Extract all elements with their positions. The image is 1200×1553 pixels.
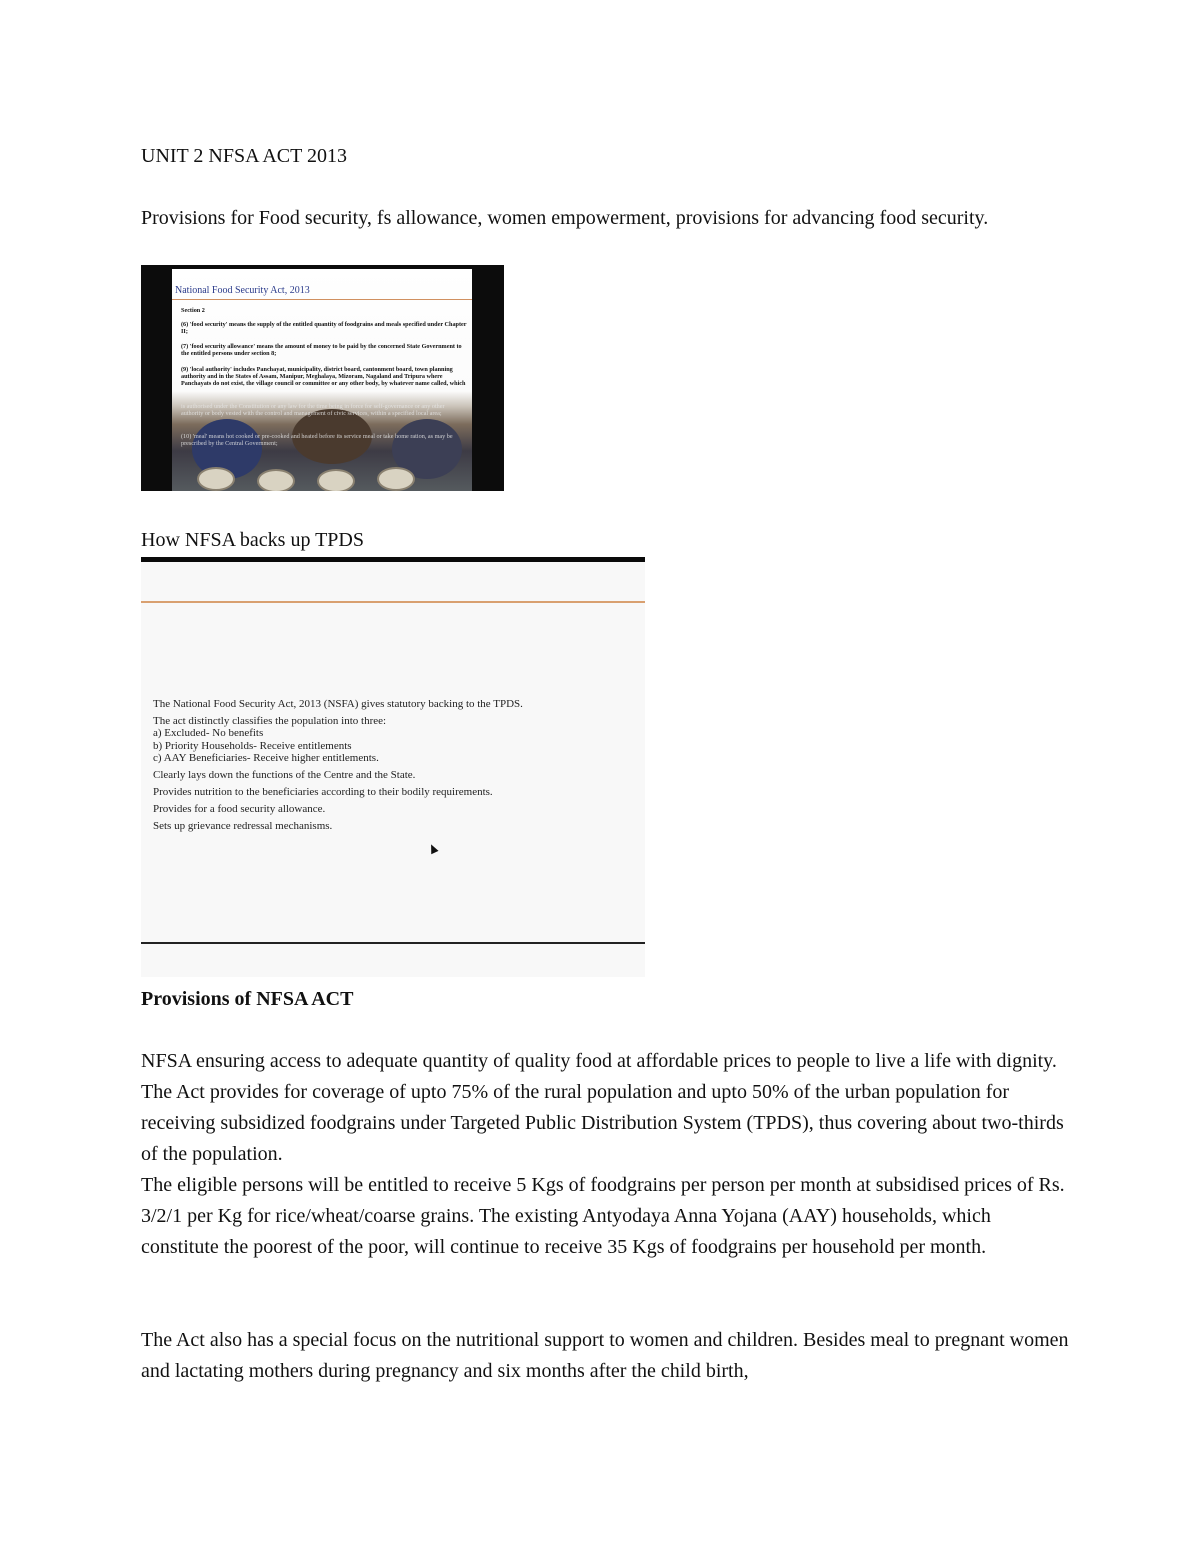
bowl-shape	[257, 469, 295, 491]
slide-clause-6: (6) 'food security' means the supply of the entitled quantity of foodgrains and meals specified under Chapter II;	[181, 321, 467, 336]
slide-line: b) Priority Households- Receive entitlements	[153, 740, 352, 752]
slide-line: The National Food Security Act, 2013 (NSFA) gives statutory backing to the TPDS.	[153, 698, 523, 710]
slide-line: Provides for a food security allowance.	[153, 803, 326, 815]
slide-line: Sets up grievance redressal mechanisms.	[153, 820, 333, 832]
body-paragraph-3: The Act also has a special focus on the nutritional support to women and children. Besides meal to pregnant women and lactating mothers during pregnancy and six months after the child birth,	[141, 1329, 1069, 1382]
slide-rule	[141, 601, 645, 603]
bowl-shape	[317, 469, 355, 491]
slide-overlay-text: (10) 'meal' means hot cooked or pre-cooked and heated before its service meal or take home ration, as may be prescribed by the Central Government;	[181, 433, 453, 448]
slide-bottom-bar	[141, 942, 645, 944]
slide-body	[172, 269, 472, 491]
slide-overlay-text: is authorised under the Constitution or any law for the time being in force for self-governance or any other authority or body vested with the control and management of civic services, within a specified local area;	[181, 403, 445, 418]
bowl-shape	[377, 467, 415, 491]
mouse-cursor-icon	[427, 843, 438, 855]
slide-section: Section 2	[181, 307, 205, 314]
slide-line: The act distinctly classifies the population into three:	[153, 715, 387, 727]
nfsa-section2-slide-image	[141, 265, 504, 491]
provisions-heading: Provisions of NFSA ACT	[141, 988, 354, 1010]
intro-paragraph: Provisions for Food security, fs allowance, women empowerment, provisions for advancing food security.	[141, 207, 989, 229]
slide-clause-9: (9) 'local authority' includes Panchayat, municipality, district board, cantonment board, town planning authority and in the States of Assam, Manipur, Meghalaya, Mizoram, Nagaland and Tripura where Panchayats do not exist, the village council or committee or any other body, by whatever name called, which	[181, 366, 466, 388]
slide-title: National Food Security Act, 2013	[175, 285, 310, 296]
slide-top-bar	[141, 557, 645, 562]
slide-clause-7: (7) 'food security allowance' means the amount of money to be paid by the concerned State Government to the entitled persons under section 8;	[181, 343, 462, 358]
slide-line: a) Excluded- No benefits	[153, 727, 264, 739]
body-paragraph-1: NFSA ensuring access to adequate quantity of quality food at affordable prices to people to live a life with dignity. The Act provides for coverage of upto 75% of the rural population and upto 50% of the urban population for receiving subsidized foodgrains under Targeted Public Distribution System (TPDS), thus covering about two-thirds of the population.	[141, 1050, 1064, 1165]
slide-rule	[172, 299, 472, 300]
slide-line: Clearly lays down the functions of the Centre and the State.	[153, 769, 416, 781]
tpds-slide-image	[141, 557, 645, 977]
slide-line: Provides nutrition to the beneficiaries according to their bodily requirements.	[153, 786, 493, 798]
how-heading: How NFSA backs up TPDS	[141, 529, 364, 551]
unit-title: UNIT 2 NFSA ACT 2013	[141, 145, 347, 167]
body-paragraph-2: The eligible persons will be entitled to receive 5 Kgs of foodgrains per person per month at subsidised prices of Rs. 3/2/1 per Kg for rice/wheat/coarse grains. The existing Antyodaya Anna Yojana (AAY) households, which constitute the poorest of the poor, will continue to receive 35 Kgs of foodgrains per household per month.	[141, 1174, 1065, 1258]
bowl-shape	[197, 467, 235, 491]
slide-line: c) AAY Beneficiaries- Receive higher entitlements.	[153, 752, 379, 764]
